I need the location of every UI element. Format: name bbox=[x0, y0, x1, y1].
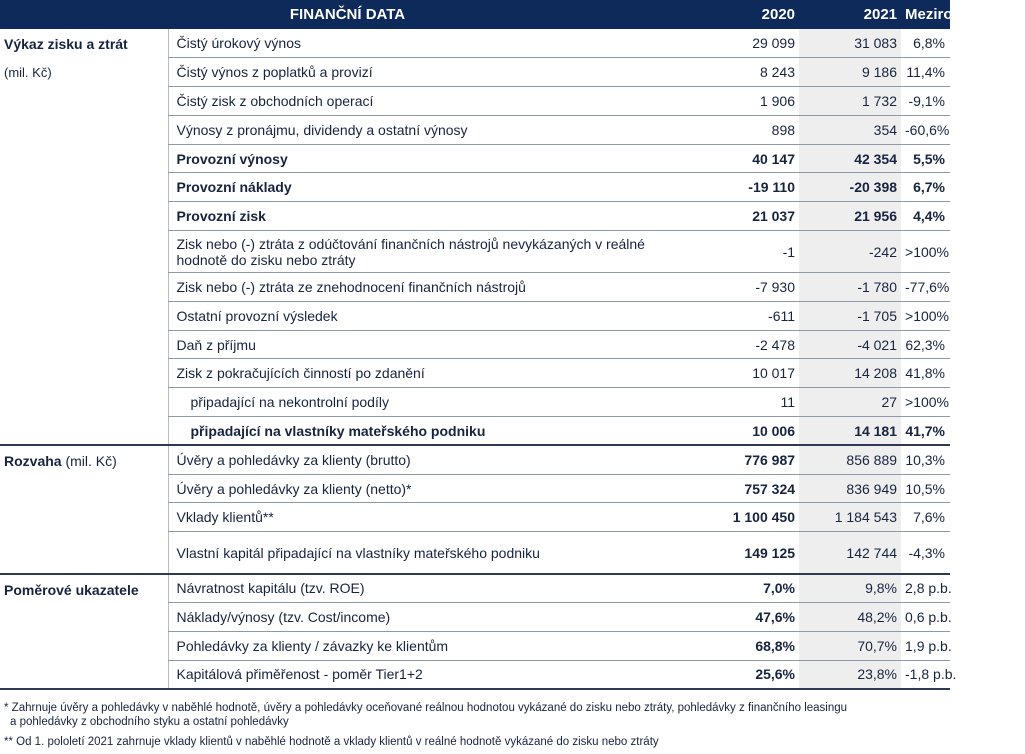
value-change: -4,3% bbox=[901, 532, 950, 574]
section-title: Poměrové ukazatele bbox=[4, 581, 139, 598]
value-2020: 757 324 bbox=[699, 474, 799, 503]
row-label: Výnosy z pronájmu, dividendy a ostatní výnosy bbox=[168, 115, 699, 144]
value-change: 4,4% bbox=[901, 202, 950, 231]
footnote-1-continuation: a pohledávky z obchodního styku a ostatní pohledávky bbox=[10, 716, 289, 728]
value-2021: 48,2% bbox=[799, 603, 901, 632]
table-row bbox=[0, 29, 950, 58]
row-label: Daň z příjmu bbox=[168, 330, 699, 359]
value-2020: 11 bbox=[699, 388, 799, 417]
section-unit: (mil. Kč) bbox=[65, 453, 117, 470]
row-label: Ostatní provozní výsledek bbox=[168, 301, 699, 330]
section-label-ratios bbox=[0, 574, 168, 689]
row-label: Návratnost kapitálu (tzv. ROE) bbox=[168, 574, 699, 603]
value-2021: -20 398 bbox=[799, 173, 901, 202]
value-2020: 1 100 450 bbox=[699, 503, 799, 532]
value-change: 5,5% bbox=[901, 144, 950, 173]
value-change: 10,5% bbox=[901, 474, 950, 503]
income-statement-section bbox=[0, 29, 950, 445]
value-2021: -4 021 bbox=[799, 330, 901, 359]
value-change: 6,8% bbox=[901, 29, 950, 58]
value-change: 10,3% bbox=[901, 445, 950, 474]
value-change: >100% bbox=[901, 231, 950, 273]
value-2021: 23,8% bbox=[799, 660, 901, 689]
value-2021: 70,7% bbox=[799, 631, 901, 660]
value-2021: 14 181 bbox=[799, 417, 901, 446]
value-2020: 10 017 bbox=[699, 359, 799, 388]
value-2020: -2 478 bbox=[699, 330, 799, 359]
row-label: Čistý úrokový výnos bbox=[168, 29, 699, 58]
value-change: 11,4% bbox=[901, 58, 950, 87]
value-2020: 21 037 bbox=[699, 202, 799, 231]
row-label: Vlastní kapitál připadající na vlastníky mateřského podniku bbox=[168, 532, 699, 574]
row-label: Provozní zisk bbox=[168, 202, 699, 231]
value-change: 41,8% bbox=[901, 359, 950, 388]
row-label: Zisk nebo (-) ztráta z odúčtování finančních nástrojů nevykázaných v reálné hodnotě do zisku nebo ztráty bbox=[168, 231, 699, 273]
value-2021: 1 732 bbox=[799, 87, 901, 116]
row-label: Provozní náklady bbox=[168, 173, 699, 202]
value-2020: -19 110 bbox=[699, 173, 799, 202]
row-label: připadající na vlastníky mateřského podniku bbox=[168, 417, 699, 446]
row-label: Provozní výnosy bbox=[168, 144, 699, 173]
value-change: 6,7% bbox=[901, 173, 950, 202]
ratios-section bbox=[0, 574, 957, 689]
value-2021: 14 208 bbox=[799, 359, 901, 388]
value-2021: 27 bbox=[799, 388, 901, 417]
value-change: -77,6% bbox=[901, 273, 950, 302]
row-label: Čistý zisk z obchodních operací bbox=[168, 87, 699, 116]
footnote-1: * Zahrnuje úvěry a pohledávky v naběhlé hodnotě, úvěry a pohledávky oceňované reálnou hodnotou vykázané do zisku nebo ztráty, pohledávky z finančního leasingu bbox=[4, 702, 848, 714]
row-label: Náklady/výnosy (tzv. Cost/income) bbox=[168, 603, 699, 632]
value-change: -1,8 p.b. bbox=[901, 660, 950, 689]
value-2020: 47,6% bbox=[699, 603, 799, 632]
table-row bbox=[0, 445, 950, 474]
section-title: Rozvaha bbox=[4, 453, 62, 470]
value-change: -9,1% bbox=[901, 87, 950, 116]
value-2021: -1 705 bbox=[799, 301, 901, 330]
table-title: FINANČNÍ DATA bbox=[0, 0, 699, 29]
value-change: 7,6% bbox=[901, 503, 950, 532]
value-2020: -611 bbox=[699, 301, 799, 330]
value-2020: -7 930 bbox=[699, 273, 799, 302]
row-label: Pohledávky za klienty / závazky ke klientům bbox=[168, 631, 699, 660]
row-label: Zisk nebo (-) ztráta ze znehodnocení finančních nástrojů bbox=[168, 273, 699, 302]
table-header bbox=[0, 0, 950, 29]
value-change: 2,8 p.b. bbox=[901, 574, 950, 603]
row-label: Kapitálová přiměřenost - poměr Tier1+2 bbox=[168, 660, 699, 689]
value-2021: -1 780 bbox=[799, 273, 901, 302]
row-label: Úvěry a pohledávky za klienty (netto)* bbox=[168, 474, 699, 503]
row-label: Vklady klientů** bbox=[168, 503, 699, 532]
section-label-balance-sheet bbox=[0, 445, 168, 573]
value-change: 1,9 p.b. bbox=[901, 631, 950, 660]
value-2020: 776 987 bbox=[699, 445, 799, 474]
footnote-2: ** Od 1. pololetí 2021 zahrnuje vklady klientů v naběhlé hodnotě a vklady klientů v reálné hodnotě vykázané do zisku nebo ztráty bbox=[4, 736, 659, 748]
value-2020: 29 099 bbox=[699, 29, 799, 58]
value-2021: 31 083 bbox=[799, 29, 901, 58]
value-change: 0,6 p.b. bbox=[901, 603, 950, 632]
value-2021: -242 bbox=[799, 231, 901, 273]
section-title: Výkaz zisku a ztrát bbox=[4, 36, 128, 52]
value-change: 62,3% bbox=[901, 330, 950, 359]
row-label: Zisk z pokračujících činností po zdanění bbox=[168, 359, 699, 388]
value-2020: -1 bbox=[699, 231, 799, 273]
balance-sheet-section bbox=[0, 445, 950, 573]
footnotes bbox=[4, 701, 946, 749]
value-2020: 1 906 bbox=[699, 87, 799, 116]
value-2021: 354 bbox=[799, 115, 901, 144]
value-2021: 42 354 bbox=[799, 144, 901, 173]
section-label-income-statement bbox=[0, 29, 168, 445]
section-unit: (mil. Kč) bbox=[4, 65, 52, 80]
value-change: -60,6% bbox=[901, 115, 950, 144]
value-2021: 9 186 bbox=[799, 58, 901, 87]
value-2021: 21 956 bbox=[799, 202, 901, 231]
value-change: 41,7% bbox=[901, 417, 950, 446]
column-header-2020: 2020 bbox=[699, 0, 799, 29]
value-2020: 7,0% bbox=[699, 574, 799, 603]
value-change: >100% bbox=[901, 301, 950, 330]
column-header-change: Meziroční změna bbox=[901, 0, 950, 29]
row-label: připadající na nekontrolní podíly bbox=[168, 388, 699, 417]
value-2020: 10 006 bbox=[699, 417, 799, 446]
table-row bbox=[0, 574, 950, 603]
value-2021: 142 744 bbox=[799, 532, 901, 574]
value-2021: 836 949 bbox=[799, 474, 901, 503]
row-label: Úvěry a pohledávky za klienty (brutto) bbox=[168, 445, 699, 474]
value-2021: 856 889 bbox=[799, 445, 901, 474]
value-2021: 1 184 543 bbox=[799, 503, 901, 532]
value-2020: 8 243 bbox=[699, 58, 799, 87]
value-2020: 68,8% bbox=[699, 631, 799, 660]
value-2020: 149 125 bbox=[699, 532, 799, 574]
value-2020: 40 147 bbox=[699, 144, 799, 173]
row-label: Čistý výnos z poplatků a provizí bbox=[168, 58, 699, 87]
value-2020: 898 bbox=[699, 115, 799, 144]
value-change: >100% bbox=[901, 388, 950, 417]
value-2020: 25,6% bbox=[699, 660, 799, 689]
column-header-2021: 2021 bbox=[799, 0, 901, 29]
value-2021: 9,8% bbox=[799, 574, 901, 603]
